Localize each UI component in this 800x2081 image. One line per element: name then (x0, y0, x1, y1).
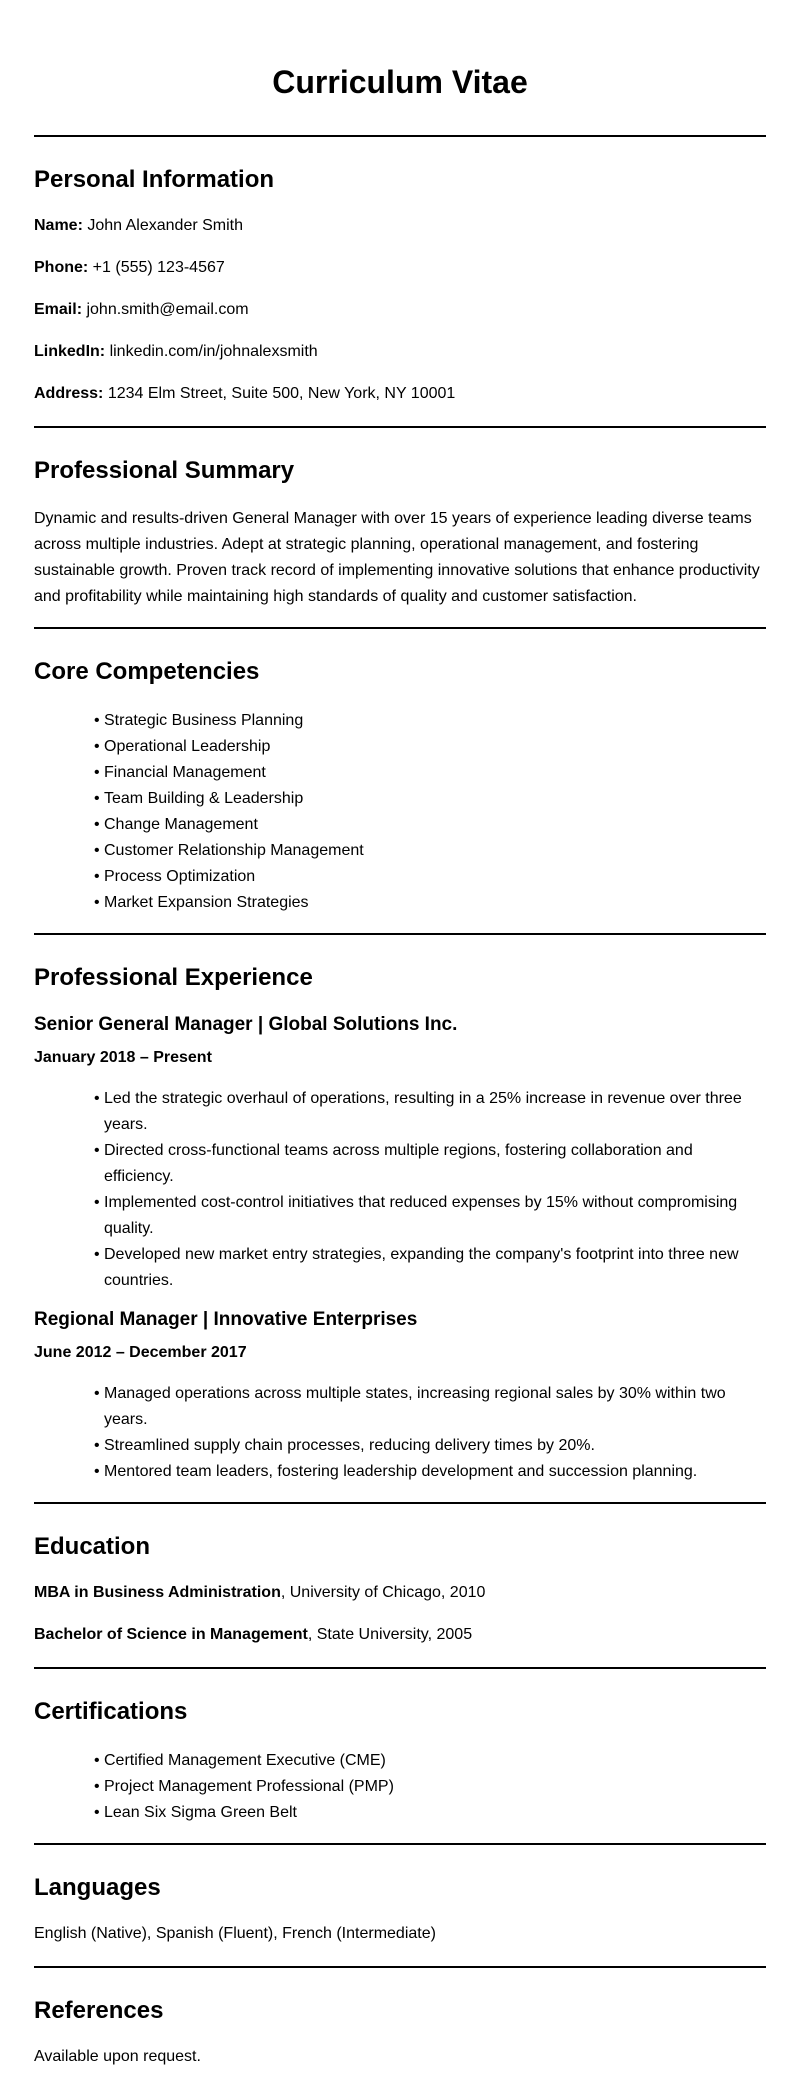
degree-name: MBA in Business Administration (34, 1584, 281, 1601)
job-title: Senior General Manager | Global Solutions Inc. (34, 1014, 458, 1035)
address-field (34, 383, 766, 405)
degree-details: , State University, 2005 (307, 1626, 473, 1643)
linkedin-field (34, 341, 766, 363)
field-value: +1 (555) 123-4567 (92, 259, 225, 276)
section-divider (34, 627, 766, 629)
list-item: • Financial Management (94, 760, 766, 786)
list-item: • Led the strategic overhaul of operations, resulting in a 25% increase in revenue over three years. (94, 1086, 766, 1138)
section-heading-experience: Professional Experience (34, 964, 313, 991)
languages-section (34, 1872, 766, 1945)
job-dates: June 2012 – December 2017 (34, 1344, 247, 1361)
list-item: • Mentored team leaders, fostering leadership development and succession planning. (94, 1459, 766, 1485)
job-entry (34, 1012, 766, 1294)
degree-details: , University of Chicago, 2010 (280, 1584, 486, 1601)
field-value: linkedin.com/in/johnalexsmith (109, 343, 318, 360)
degree-name: Bachelor of Science in Management (34, 1626, 308, 1643)
list-item: • Customer Relationship Management (94, 838, 766, 864)
section-heading-education: Education (34, 1533, 151, 1560)
list-item: • Project Management Professional (PMP) (94, 1774, 766, 1800)
list-item: • Lean Six Sigma Green Belt (94, 1800, 766, 1826)
section-divider (34, 426, 766, 428)
list-item: • Team Building & Leadership (94, 786, 766, 812)
list-item: • Developed new market entry strategies, expanding the company's footprint into three new countries. (94, 1242, 766, 1294)
list-item: • Managed operations across multiple states, increasing regional sales by 30% within two years. (94, 1381, 766, 1433)
field-value: 1234 Elm Street, Suite 500, New York, NY 10001 (107, 385, 456, 402)
list-item: • Streamlined supply chain processes, reducing delivery times by 20%. (94, 1433, 766, 1459)
list-item: • Directed cross-functional teams across multiple regions, fostering collaboration and efficiency. (94, 1138, 766, 1190)
section-divider (34, 135, 766, 137)
professional-experience-section (34, 962, 766, 1485)
field-label: LinkedIn: (34, 343, 106, 360)
field-value: John Alexander Smith (87, 217, 244, 234)
list-item: • Change Management (94, 812, 766, 838)
section-divider (34, 1667, 766, 1669)
section-heading-languages: Languages (34, 1874, 161, 1901)
job-responsibilities (34, 1381, 766, 1485)
job-title: Regional Manager | Innovative Enterprises (34, 1309, 418, 1330)
core-competencies-section (34, 656, 766, 916)
section-divider (34, 933, 766, 935)
section-divider (34, 1843, 766, 1845)
professional-summary-section (34, 455, 766, 610)
field-label: Phone: (34, 259, 89, 276)
competencies-list (34, 708, 766, 916)
section-heading-certifications: Certifications (34, 1698, 188, 1725)
field-label: Email: (34, 301, 83, 318)
references-section (34, 1995, 766, 2068)
field-label: Address: (34, 385, 104, 402)
section-heading-summary: Professional Summary (34, 457, 295, 484)
certifications-section (34, 1696, 766, 1826)
phone-field (34, 257, 766, 279)
summary-text: Dynamic and results-driven General Manager with over 15 years of experience leading diverse teams across multiple industries. Adept at strategic planning, operational management, and fostering sustainable growth. Proven track record of implementing innovative solutions that enhance productivity and profitability while maintaining high standards of quality and customer satisfaction. (34, 510, 760, 605)
name-field (34, 215, 766, 237)
list-item: • Implemented cost-control initiatives that reduced expenses by 15% without compromising quality. (94, 1190, 766, 1242)
field-value: john.smith@email.com (86, 301, 249, 318)
education-entry (34, 1582, 766, 1604)
list-item: • Certified Management Executive (CME) (94, 1748, 766, 1774)
list-item: • Strategic Business Planning (94, 708, 766, 734)
section-heading-references: References (34, 1997, 164, 2024)
section-heading-personal: Personal Information (34, 166, 275, 193)
section-divider (34, 1966, 766, 1968)
section-divider (34, 1502, 766, 1504)
list-item: • Operational Leadership (94, 734, 766, 760)
page-title: Curriculum Vitae (272, 64, 528, 100)
job-entry (34, 1307, 766, 1485)
references-text: Available upon request. (34, 2048, 201, 2065)
job-dates: January 2018 – Present (34, 1049, 212, 1066)
personal-information-section (34, 164, 766, 405)
education-section (34, 1531, 766, 1646)
languages-text: English (Native), Spanish (Fluent), French (Intermediate) (34, 1925, 436, 1942)
list-item: • Process Optimization (94, 864, 766, 890)
field-label: Name: (34, 217, 83, 234)
education-entry (34, 1624, 766, 1646)
list-item: • Market Expansion Strategies (94, 890, 766, 916)
section-heading-competencies: Core Competencies (34, 658, 260, 685)
certifications-list (34, 1748, 766, 1826)
email-field (34, 299, 766, 321)
job-responsibilities (34, 1086, 766, 1294)
